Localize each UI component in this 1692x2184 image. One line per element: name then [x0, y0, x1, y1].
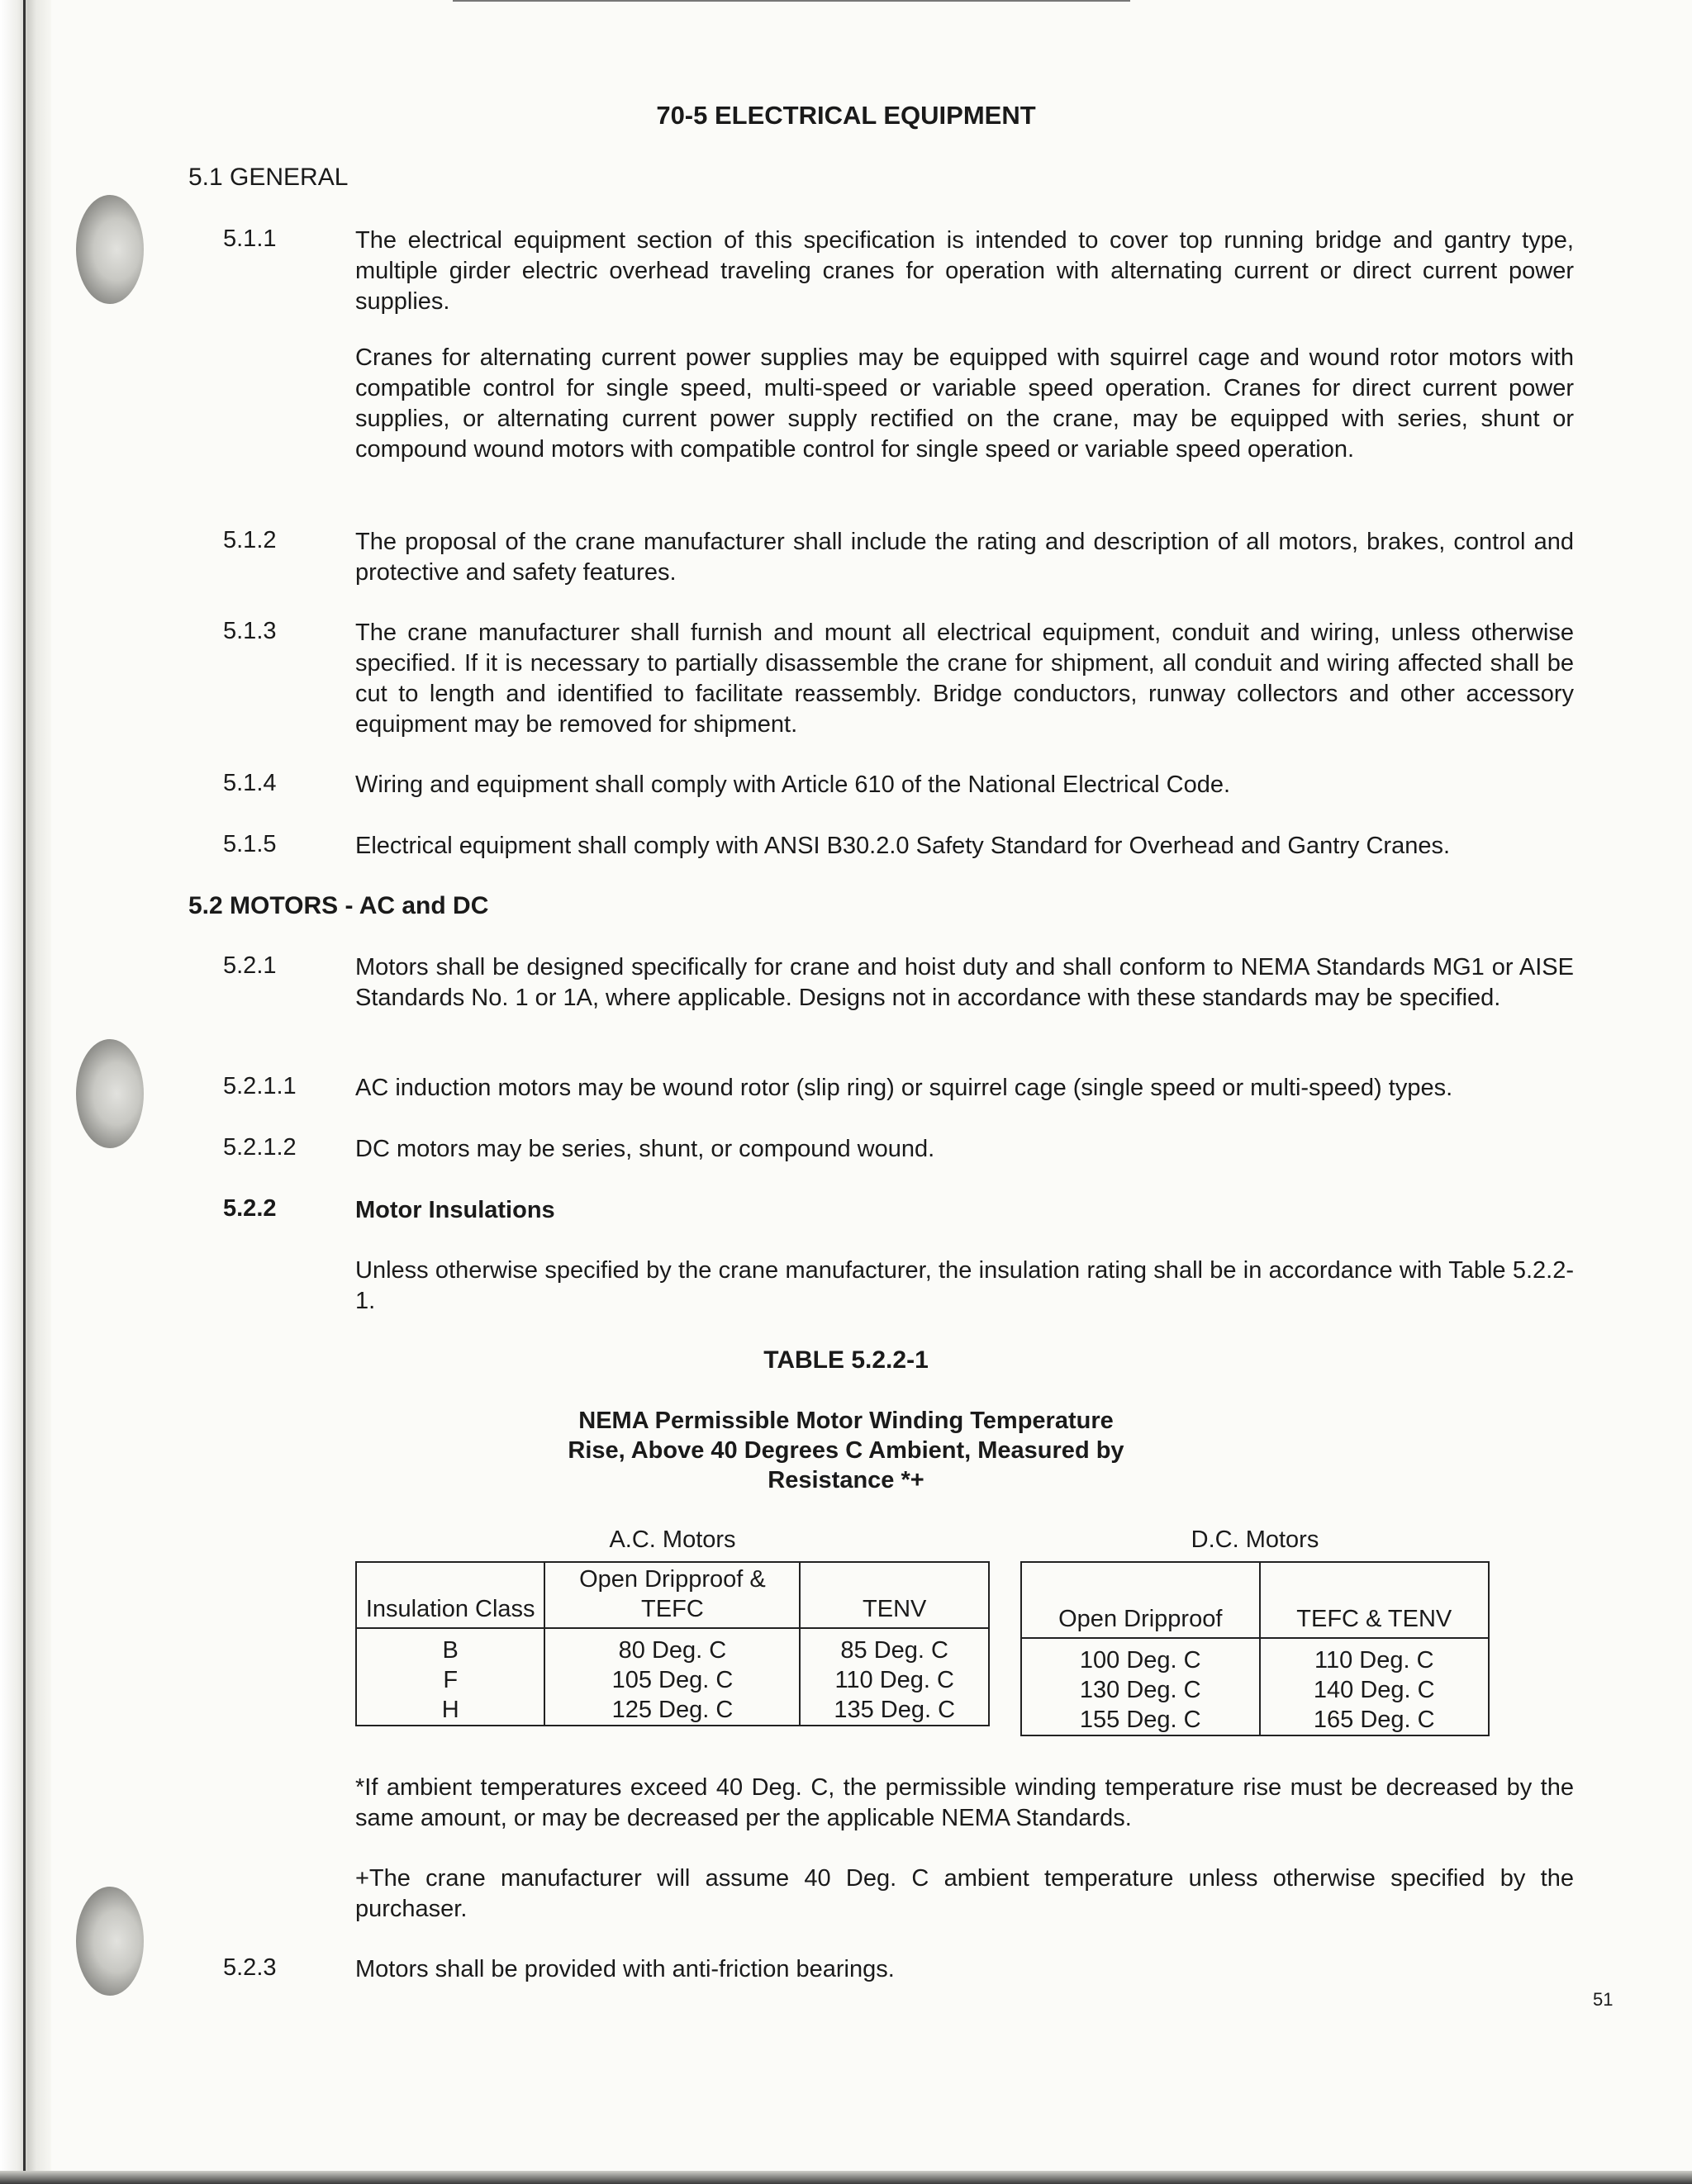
cell-class: H [356, 1695, 544, 1726]
clause-number: 5.2.3 [223, 1954, 277, 1981]
table-row [1021, 1675, 1489, 1705]
clause-5-1-1-text: The electrical equipment section of this specification is intended to cover top running bridge and gantry type, multiple girder electric overhead traveling cranes for operation with alternating current or direct current power supplies. [355, 227, 1574, 315]
clause-5-1-4-text: Wiring and equipment shall comply with Article 610 of the National Electrical Code. [355, 772, 1231, 798]
clause-number: 5.1.4 [223, 770, 277, 796]
cell-ac-tenv: 85 Deg. C [800, 1628, 989, 1665]
cell-dc-tefc: 110 Deg. C [1260, 1638, 1489, 1675]
section-heading-motors: 5.2 MOTORS - AC and DC [188, 892, 489, 919]
table-row [1021, 1638, 1489, 1675]
footnote-plus: +The crane manufacturer will assume 40 Deg. C ambient temperature unless otherwise specified by the purchaser. [355, 1865, 1574, 1922]
cell-dc-tefc: 140 Deg. C [1260, 1675, 1489, 1705]
table-row [356, 1628, 989, 1665]
clause-number: 5.1.5 [223, 831, 277, 857]
cell-class: F [356, 1665, 544, 1695]
bottom-edge [0, 2171, 1692, 2184]
clause-number: 5.1.2 [223, 527, 277, 553]
dc-motors-table [1020, 1561, 1490, 1736]
clause-5-2-3-text: Motors shall be provided with anti-friction bearings. [355, 1956, 895, 1982]
table-caption-line-1: NEMA Permissible Motor Winding Temperature [578, 1408, 1114, 1434]
clause-5-1-2-text: The proposal of the crane manufacturer shall include the rating and description of all motors, brakes, control and protective and safety features. [355, 529, 1574, 586]
table-id: TABLE 5.2.2-1 [763, 1346, 929, 1374]
cell-ac-tenv: 110 Deg. C [800, 1665, 989, 1695]
footnote-star: *If ambient temperatures exceed 40 Deg. C, the permissible winding temperature rise must be decreased by the same amount, or may be decreased per the applicable NEMA Standards. [355, 1774, 1574, 1831]
clause-number: 5.1.3 [223, 618, 277, 644]
clause-5-2-2-title: Motor Insulations [355, 1197, 555, 1223]
clause-number: 5.1.1 [223, 226, 277, 252]
clause-number: 5.2.1.1 [223, 1073, 297, 1099]
cell-ac-odp: 80 Deg. C [544, 1628, 800, 1665]
cell-ac-odp: 105 Deg. C [544, 1665, 800, 1695]
clause-5-2-1-2-text: DC motors may be series, shunt, or compound wound. [355, 1136, 935, 1162]
clause-5-1-3-text: The crane manufacturer shall furnish and mount all electrical equipment, conduit and wiring, unless otherwise specified. If it is necessary to partially disassemble the crane for shipment, all conduit and wiring affected shall be cut to length and identified to facilitate reassembly. Bridge conductors, runway collectors and other accessory equipment may be removed for shipment. [355, 620, 1574, 738]
clause-number: 5.2.2 [223, 1195, 277, 1222]
table-row [1021, 1705, 1489, 1735]
clause-5-2-1-text: Motors shall be designed specifically for crane and hoist duty and shall conform to NEMA Standards MG1 or AISE Standards No. 1 or 1A, where applicable. Designs not in accordance with these standards may be specified. [355, 954, 1574, 1011]
binding-edge [23, 0, 26, 2184]
punch-hole [76, 1887, 144, 1996]
col-header-open-dripproof-tefc: Open Dripproof & TEFC [544, 1562, 800, 1628]
clause-5-1-5-text: Electrical equipment shall comply with ANSI B30.2.0 Safety Standard for Overhead and Gantry Cranes. [355, 833, 1451, 859]
table-row [356, 1665, 989, 1695]
top-rule [453, 0, 1130, 2]
punch-hole [76, 195, 144, 304]
cell-dc-odp: 130 Deg. C [1021, 1675, 1260, 1705]
binding-strip [0, 0, 51, 2184]
table-caption-line-3: Resistance *+ [768, 1467, 924, 1493]
punch-hole [76, 1039, 144, 1148]
cell-dc-odp: 100 Deg. C [1021, 1638, 1260, 1675]
cell-ac-odp: 125 Deg. C [544, 1695, 800, 1726]
table-caption-line-2: Rise, Above 40 Degrees C Ambient, Measured by [568, 1437, 1124, 1464]
table-row [356, 1695, 989, 1726]
section-heading-general: 5.1 GENERAL [188, 164, 349, 191]
cell-dc-odp: 155 Deg. C [1021, 1705, 1260, 1735]
ac-motors-label: A.C. Motors [609, 1526, 736, 1553]
cell-ac-tenv: 135 Deg. C [800, 1695, 989, 1726]
clause-number: 5.2.1 [223, 952, 277, 979]
dc-motors-label: D.C. Motors [1191, 1526, 1319, 1553]
clause-5-2-1-1-text: AC induction motors may be wound rotor (slip ring) or squirrel cage (single speed or multi-speed) types. [355, 1075, 1453, 1101]
col-header-tenv: TENV [800, 1562, 989, 1628]
col-header-open-dripproof: Open Dripproof [1021, 1562, 1260, 1638]
cell-dc-tefc: 165 Deg. C [1260, 1705, 1489, 1735]
clause-5-1-1-continued: Cranes for alternating current power supplies may be equipped with squirrel cage and wound rotor motors with compatible control for single speed, multi-speed or variable speed operation. Cranes for direct current power supplies, or alternating current power supply rectified on the crane, may be equipped with series, shunt or compound wound motors with compatible control for single speed or variable speed operation. [355, 344, 1574, 463]
page-title: 70-5 ELECTRICAL EQUIPMENT [656, 101, 1036, 130]
page-number: 51 [1593, 1989, 1614, 2010]
col-header-insulation-class: Insulation Class [356, 1562, 544, 1628]
clause-number: 5.2.1.2 [223, 1134, 297, 1161]
ac-motors-table [355, 1561, 990, 1726]
cell-class: B [356, 1628, 544, 1665]
col-header-tefc-tenv: TEFC & TENV [1260, 1562, 1489, 1638]
clause-5-2-2-text: Unless otherwise specified by the crane manufacturer, the insulation rating shall be in accordance with Table 5.2.2-1. [355, 1257, 1574, 1314]
